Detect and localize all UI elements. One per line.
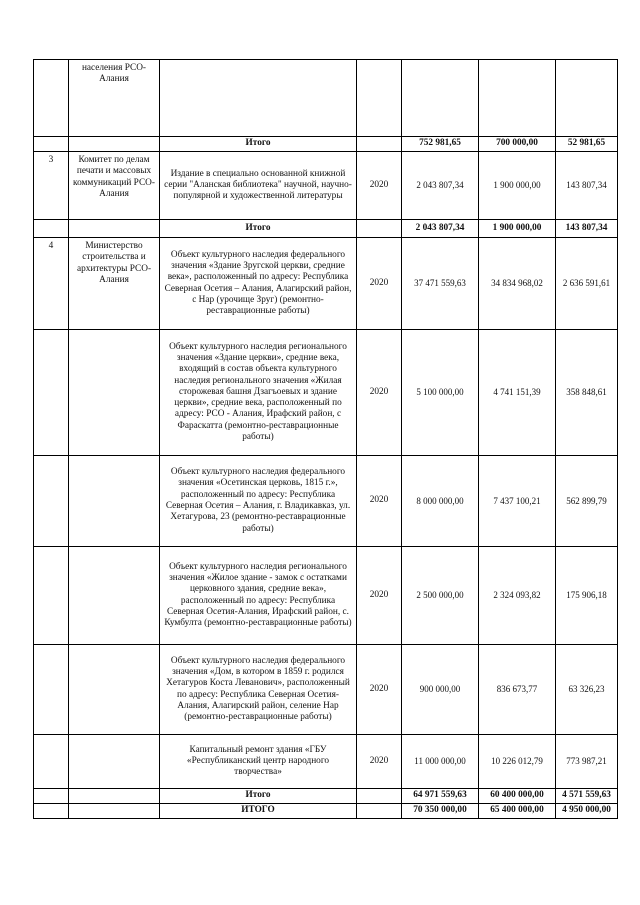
federal-amount: 700 000,00 [479,137,556,152]
regional-amount: 4 950 000,00 [556,804,618,819]
empty-cell [357,220,402,238]
organization-cell: Министерство строительства и архитектуры РСО-Алания [69,238,160,330]
total-amount: 70 350 000,00 [402,804,479,819]
empty-cell [69,220,160,238]
regional-amount: 4 571 559,63 [556,789,618,804]
empty-cell [357,137,402,152]
regional-amount: 2 636 591,61 [556,238,618,330]
regional-amount: 562 899,79 [556,456,618,547]
regional-amount: 63 326,23 [556,645,618,735]
row-number [34,735,69,789]
federal-amount: 2 324 093,82 [479,547,556,645]
organization-cell [69,547,160,645]
federal-amount: 34 834 968,02 [479,238,556,330]
description-cell: Объект культурного наследия федерального значения «Здание Зругской церкви, средние века», расположенный по адресу: Республика Северная Осетия – Алания, Алагирский район, с Нар (урочище Зруг) (ремонтно-реставрационные работы) [160,238,357,330]
regional-amount: 52 981,65 [556,137,618,152]
year-cell: 2020 [357,735,402,789]
organization-cell: Комитет по делам печати и массовых коммуникаций РСО-Алания [69,152,160,220]
table-row [34,735,618,789]
empty-cell [34,220,69,238]
organization-cell [69,456,160,547]
row-number [34,60,69,137]
empty-cell [34,804,69,819]
description-cell [160,60,357,137]
total-row [34,804,618,819]
table-row [34,238,618,330]
total-amount: 900 000,00 [402,645,479,735]
federal-amount: 1 900 000,00 [479,220,556,238]
description-cell: Объект культурного наследия федерального значения «Осетинская церковь, 1815 г.», расположенный по адресу: Республика Северная Осетия – Алания, г. Владикавказ, ул. Хетагурова, 23 (ремонтно-реставрационные работы) [160,456,357,547]
row-number [34,456,69,547]
total-label: Итого [160,220,357,238]
federal-amount: 1 900 000,00 [479,152,556,220]
table-row [34,60,618,137]
federal-amount: 836 673,77 [479,645,556,735]
total-amount [402,60,479,137]
regional-amount: 175 906,18 [556,547,618,645]
table-row [34,547,618,645]
regional-amount: 358 848,61 [556,330,618,456]
empty-cell [69,804,160,819]
regional-amount: 143 807,34 [556,152,618,220]
federal-amount: 60 400 000,00 [479,789,556,804]
regional-amount: 773 987,21 [556,735,618,789]
year-cell: 2020 [357,547,402,645]
organization-cell [69,330,160,456]
description-cell: Объект культурного наследия регионального значения «Здание церкви», средние века, входящий в состав объекта культурного наследия регионального значения «Жилая сторожевая башня Дзагъоевых и здание церкви», средние века, расположенный по адресу: РСО - Алания, Ирафский район, с Фараскатта (ремонтно-реставрационные работы) [160,330,357,456]
federal-amount [479,60,556,137]
row-number [34,645,69,735]
row-number [34,547,69,645]
total-amount: 8 000 000,00 [402,456,479,547]
federal-amount: 10 226 012,79 [479,735,556,789]
regional-amount [556,60,618,137]
table-row [34,152,618,220]
total-label: Итого [160,789,357,804]
row-number [34,330,69,456]
empty-cell [357,804,402,819]
total-amount: 2 043 807,34 [402,220,479,238]
year-cell: 2020 [357,645,402,735]
description-cell: Объект культурного наследия федерального значения «Дом, в котором в 1859 г. родился Хетагуров Коста Леванович», расположенный по адресу: Республика Северная Осетия-Алания, Алагирский район, селение Нар (ремонтно-реставрационные работы) [160,645,357,735]
empty-cell [34,137,69,152]
row-number: 3 [34,152,69,220]
total-amount: 37 471 559,63 [402,238,479,330]
description-cell: Объект культурного наследия регионального значения «Жилое здание - замок с остатками церковного здания, средние века», расположенный по адресу: Республика Северная Осетия-Алания, Ирафский район, с. Кумбулта (ремонтно-реставрационные работы) [160,547,357,645]
total-row [34,220,618,238]
total-amount: 752 981,65 [402,137,479,152]
total-row [34,789,618,804]
total-label: Итого [160,137,357,152]
description-cell: Капитальный ремонт здания «ГБУ «Республиканский центр народного творчества» [160,735,357,789]
table-row [34,645,618,735]
total-amount: 2 500 000,00 [402,547,479,645]
empty-cell [357,789,402,804]
total-row [34,137,618,152]
year-cell: 2020 [357,330,402,456]
organization-cell [69,645,160,735]
year-cell: 2020 [357,152,402,220]
total-amount: 2 043 807,34 [402,152,479,220]
total-amount: 5 100 000,00 [402,330,479,456]
table-row [34,456,618,547]
description-cell: Издание в специально основанной книжной серии "Аланская библиотека" научной, научно-популярной и художественной литературы [160,152,357,220]
federal-amount: 4 741 151,39 [479,330,556,456]
empty-cell [69,789,160,804]
year-cell: 2020 [357,456,402,547]
year-cell: 2020 [357,238,402,330]
federal-amount: 7 437 100,21 [479,456,556,547]
year-cell [357,60,402,137]
total-amount: 64 971 559,63 [402,789,479,804]
federal-amount: 65 400 000,00 [479,804,556,819]
table-row [34,330,618,456]
organization-cell [69,735,160,789]
empty-cell [69,137,160,152]
total-label: ИТОГО [160,804,357,819]
regional-amount: 143 807,34 [556,220,618,238]
total-amount: 11 000 000,00 [402,735,479,789]
empty-cell [34,789,69,804]
budget-table [33,59,618,819]
organization-cell: населения РСО-Алания [69,60,160,137]
row-number: 4 [34,238,69,330]
